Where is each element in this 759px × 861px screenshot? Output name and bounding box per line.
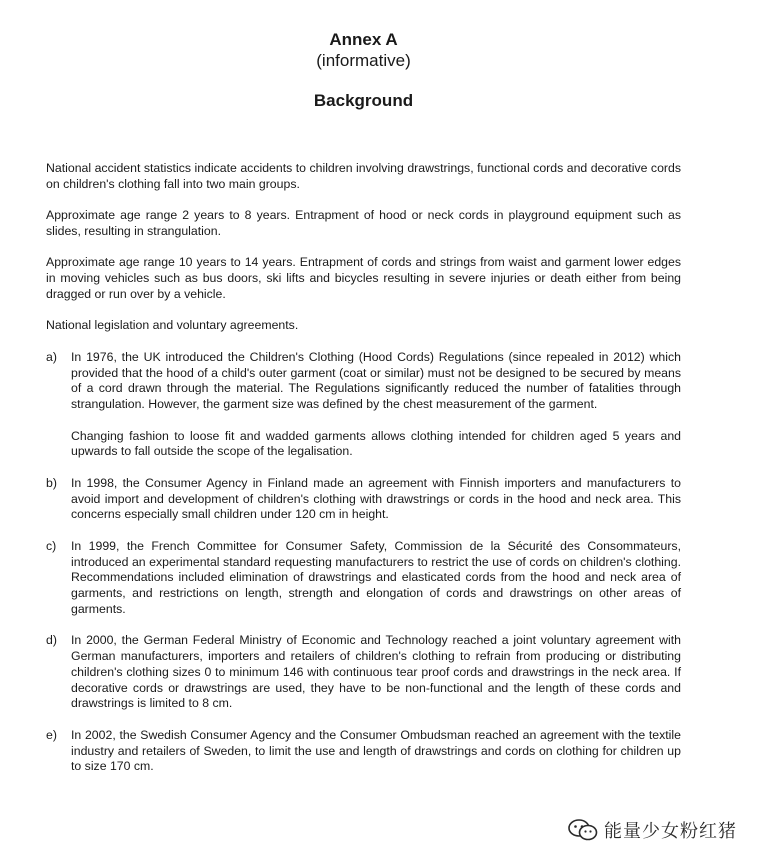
list-paragraph: Changing fashion to loose fit and wadded garments allows clothing intended for children aged 5 years and upwards to fall outside the scope of the legalisation. — [71, 428, 681, 459]
list-paragraph: In 2002, the Swedish Consumer Agency and the Consumer Ombudsman reached an agreement with the textile industry and retailers of Sweden, to limit the use and length of drawstrings and cords on clothing for children up to size 170 cm. — [71, 727, 681, 774]
annex-title: Annex A — [329, 30, 398, 49]
list-marker: c) — [46, 538, 57, 553]
document-body — [46, 161, 681, 791]
list-content — [71, 350, 681, 460]
list-marker: b) — [46, 475, 57, 490]
intro-paragraph: National legislation and voluntary agreements. — [46, 318, 299, 333]
list-marker: a) — [46, 349, 57, 364]
intro-paragraph: Approximate age range 10 years to 14 years. Entrapment of cords and strings from waist and garment lower edges in moving vehicles such as bus doors, ski lifts and bicycles resulting in severe injuries or death either from being dragged or run over by a vehicle. — [46, 255, 681, 301]
list-marker: d) — [46, 633, 57, 648]
list-content — [71, 539, 681, 618]
list-item — [46, 350, 681, 460]
intro-paragraph: National accident statistics indicate accidents to children involving drawstrings, functional cords and decorative cords on children's clothing fall into two main groups. — [46, 161, 681, 191]
wechat-icon — [568, 819, 598, 841]
annex-subtitle: (informative) — [316, 51, 411, 70]
list-paragraph: In 2000, the German Federal Ministry of Economic and Technology reached a joint voluntary agreement with German manufacturers, importers and retailers of children's clothing to refrain from producing or distributing children's clothing sizes 0 to minimum 146 with continuous tear proof cords and drawstrings in the neck area. If decorative cords or drawstrings are used, they have to be non-functional and the length of these cords and drawstrings is limited to 8 cm. — [71, 633, 681, 711]
list-item — [46, 728, 681, 775]
list-item — [46, 476, 681, 523]
list-paragraph: In 1999, the French Committee for Consumer Safety, Commission de la Sécurité des Consommateurs, introduced an experimental standard requesting manufacturers to restrict the use of cords on children's clothing. Recommendations included elimination of drawstrings and elasticated cords from the hood and neck area of garments, and restrictions on length, strength and elongation of cords and drawstrings on other areas of garments. — [71, 538, 681, 616]
list-content — [71, 633, 681, 712]
list-item — [46, 539, 681, 618]
watermark-text: 能量少女粉红猪 — [604, 821, 737, 842]
list-marker: e) — [46, 727, 57, 742]
section-title: Background — [313, 91, 414, 110]
list-paragraph: In 1976, the UK introduced the Children's Clothing (Hood Cords) Regulations (since repealed in 2012) which provided that the hood of a child's outer garment (coat or similar) must not be designed to be secured by means of a cord drawn through the material. The Regulations significantly reduced the number of fatalities through strangulation. However, the garment size was defined by the chest measurement of the garment. — [71, 349, 681, 412]
watermark — [568, 817, 737, 843]
intro-paragraph: Approximate age range 2 years to 8 years. Entrapment of hood or neck cords in playground equipment such as slides, resulting in strangulation. — [46, 208, 681, 238]
list-content — [71, 728, 681, 775]
list-paragraph: In 1998, the Consumer Agency in Finland made an agreement with Finnish importers and manufacturers to avoid import and development of children's clothing with drawstrings or cords in the hood and neck area. This concerns especially small children under 120 cm in height. — [71, 475, 681, 522]
list-content — [71, 476, 681, 523]
list-item — [46, 633, 681, 712]
